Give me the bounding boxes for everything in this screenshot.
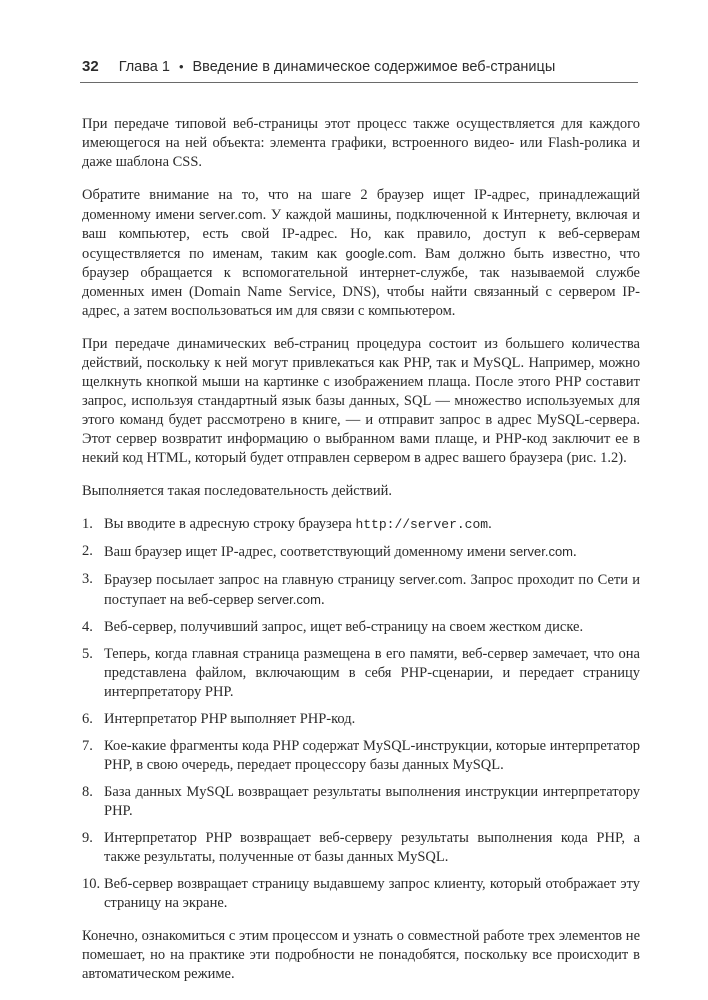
step-text: Интерпретатор PHP выполняет PHP-код. bbox=[104, 711, 356, 727]
list-item bbox=[82, 710, 640, 729]
step-number: 9. bbox=[82, 830, 93, 846]
step-text-part: . bbox=[573, 544, 577, 560]
paragraph-5: Конечно, ознакомиться с этим процессом и узнать о совместной работе трех элементов не помешает, но на практике эти подробности не понадобятся, поскольку все происходит в автоматическом режиме. bbox=[82, 928, 640, 982]
step-text: Интерпретатор PHP возвращает веб-серверу результаты выполнения кода PHP, а также результаты, полученные от базы данных MySQL. bbox=[104, 830, 640, 865]
step-number: 3. bbox=[82, 571, 93, 587]
paragraph-2 bbox=[82, 186, 640, 321]
list-item bbox=[82, 570, 640, 610]
header-separator: • bbox=[178, 59, 184, 74]
step-text: Веб-сервер возвращает страницу выдавшему запрос клиенту, который отображает эту страницу на экране. bbox=[104, 876, 640, 911]
step-text: Теперь, когда главная страница размещена в его памяти, веб-сервер замечает, что она представлена файлом, включающим в себя PHP-сценарии, и передает страницу интерпретатору PHP. bbox=[104, 646, 640, 700]
step-text bbox=[104, 542, 640, 562]
p2-text-e: . Вам должно быть известно, что браузер обращается к вспомогательной интернет-службе, так называемой службе доменных имен (Domain Name Service, DNS), чтобы найти связанный с сервером IP-адрес, а затем воспользоваться им для связи с компьютером. bbox=[82, 246, 640, 319]
list-item bbox=[82, 645, 640, 702]
domain-google-com: google.com bbox=[345, 246, 413, 261]
step-text-part: Вы вводите в адресную строку браузера bbox=[104, 516, 356, 532]
paragraph-3: При передаче динамических веб-страниц процедура состоит из большего количества действий, поскольку к ней могут привлекаться как PHP, так и MySQL. Например, можно щелкнуть кнопкой мыши на картинке с изображением плаща. После этого PHP составит запрос, используя стандартный язык базы данных, SQL — множество используемых для этого команд будет рассмотрено в книге, — и отправит запрос в адрес MySQL-сервера. Этот сервер возвратит информацию о выбранном вами плаще, и PHP-код заключит ее в некий код HTML, который будет отправлен сервером в адрес вашего браузера (рис. 1.2). bbox=[82, 336, 640, 466]
domain-server-com: server.com bbox=[257, 592, 321, 607]
step-number: 8. bbox=[82, 784, 93, 800]
p2-text-c: . У каждой машины, подключенной к Интернету, включая и ваш компьютер, есть свой IP-адрес. Но, как правило, доступ к веб-серверам осуществляется по именам, таким как bbox=[82, 207, 640, 262]
step-number: 1. bbox=[82, 516, 93, 532]
chapter-title: Введение в динамическое содержимое веб-страницы bbox=[192, 59, 556, 75]
step-text: База данных MySQL возвращает результаты выполнения инструкции интерпретатору PHP. bbox=[104, 784, 640, 819]
step-text-part: . bbox=[320, 592, 325, 608]
list-item bbox=[82, 515, 640, 534]
step-text bbox=[104, 515, 640, 534]
header-rule bbox=[80, 82, 638, 83]
step-text-part: Ваш браузер ищет IP-адрес, соответствующий доменному имени bbox=[104, 544, 510, 560]
step-number: 4. bbox=[82, 619, 93, 635]
p2-text-a: Обратите внимание на то, что на шаге 2 браузер ищет IP-адрес, принадлежащий доменному имени bbox=[82, 187, 640, 223]
step-text-part: Браузер посылает запрос на главную страницу bbox=[104, 572, 400, 588]
page-number: 32 bbox=[82, 58, 99, 75]
list-item bbox=[82, 618, 640, 637]
list-item bbox=[82, 737, 640, 775]
url-http-server-com: http://server.com bbox=[355, 517, 489, 532]
domain-server-com: server.com bbox=[199, 207, 263, 222]
domain-server-com: server.com bbox=[399, 572, 463, 587]
page-body bbox=[82, 115, 640, 998]
list-item bbox=[82, 542, 640, 562]
step-text: Веб-сервер, получивший запрос, ищет веб-страницу на своем жестком диске. bbox=[104, 619, 584, 635]
list-item bbox=[82, 829, 640, 867]
paragraph-1: При передаче типовой веб-страницы этот процесс также осуществляется для каждого имеющегося на ней объекта: элемента графики, встроенного видео- или Flash-ролика и даже шаблона CSS. bbox=[82, 116, 640, 170]
step-number: 6. bbox=[82, 711, 93, 727]
step-text-part: . bbox=[488, 516, 492, 532]
step-number: 10. bbox=[82, 876, 101, 892]
step-text: Кое-какие фрагменты кода PHP содержат MySQL-инструкции, которые интерпретатор PHP, в свою очередь, передает процессору базы данных MySQL. bbox=[104, 738, 640, 773]
step-text bbox=[104, 570, 640, 610]
list-item bbox=[82, 783, 640, 821]
domain-server-com: server.com bbox=[509, 544, 574, 559]
running-header bbox=[82, 58, 638, 84]
step-text-part: . Запрос проходит по Сети и поступает на веб-сервер bbox=[104, 572, 640, 608]
paragraph-4: Выполняется такая последовательность действий. bbox=[82, 483, 393, 499]
steps-list bbox=[82, 515, 640, 913]
step-number: 7. bbox=[82, 738, 93, 754]
step-number: 2. bbox=[82, 543, 93, 559]
step-number: 5. bbox=[82, 646, 93, 662]
list-item bbox=[82, 875, 640, 913]
chapter-label: Глава 1 bbox=[118, 59, 170, 75]
